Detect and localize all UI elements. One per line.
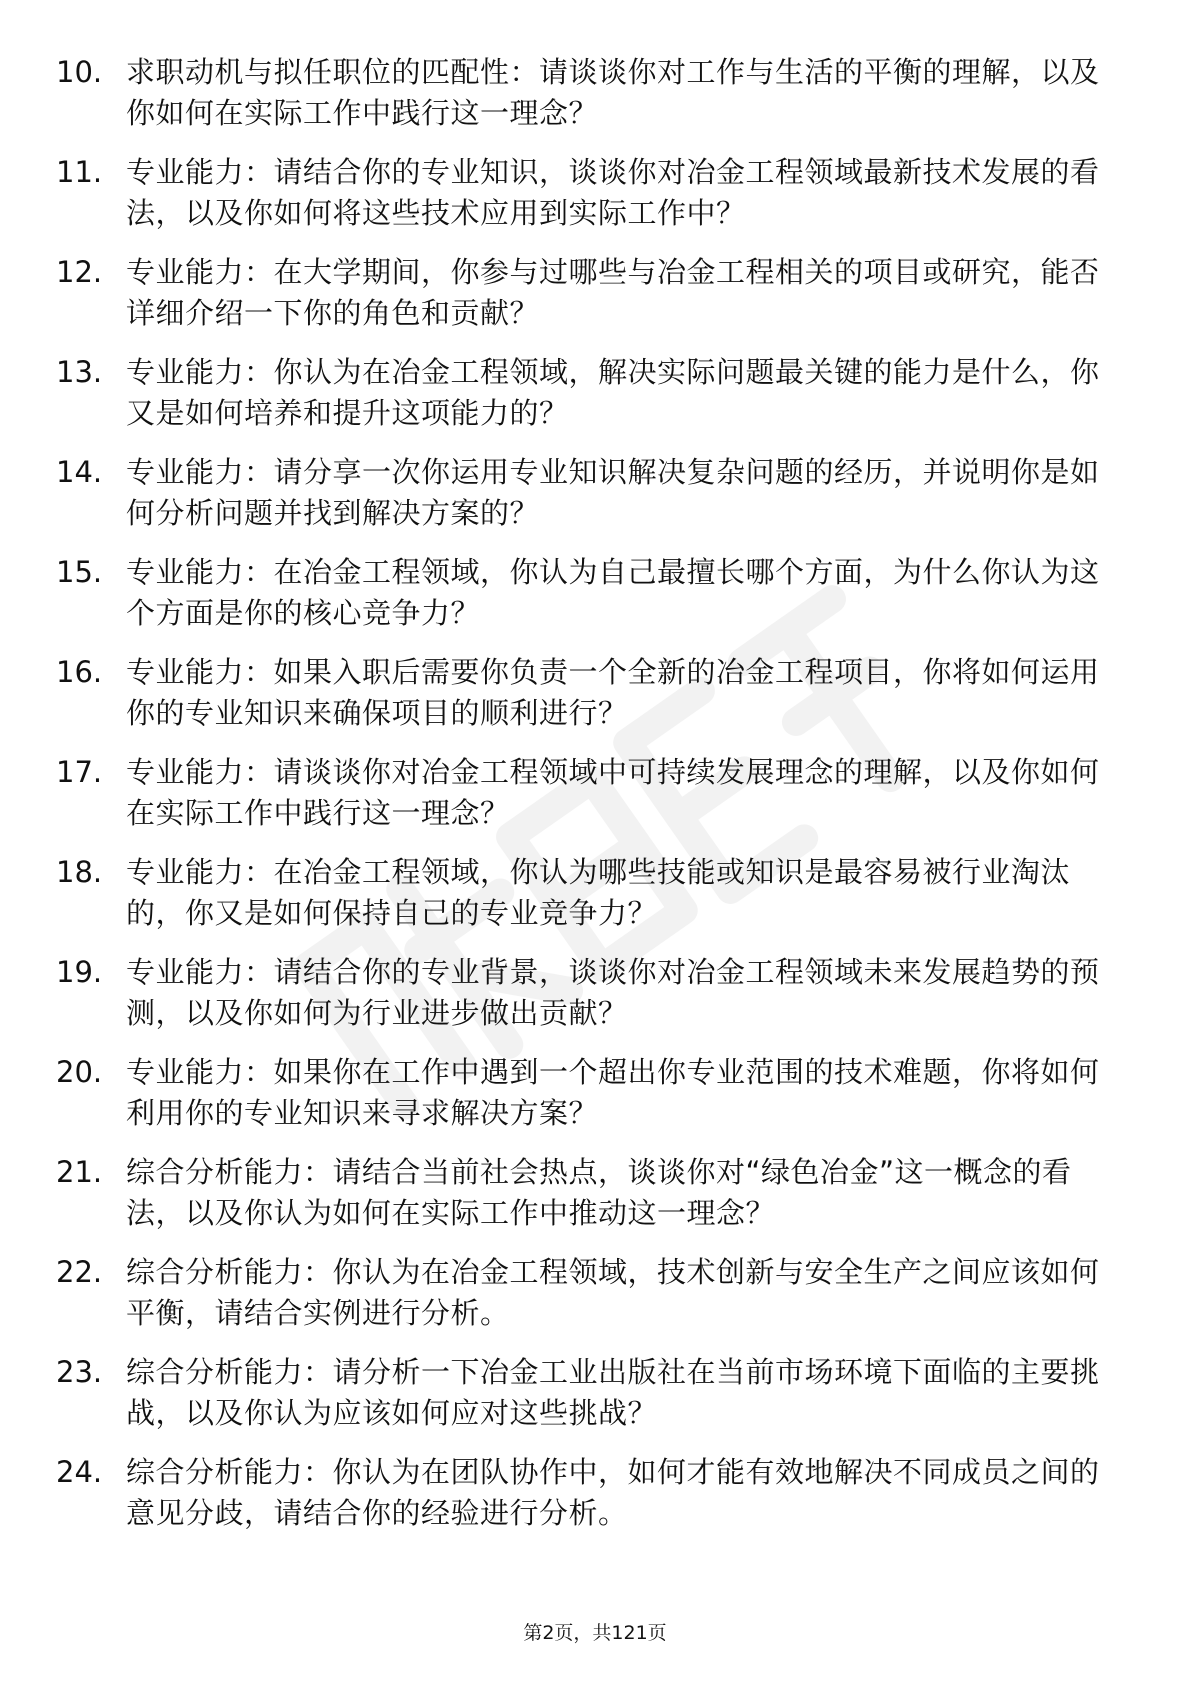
- question-item: [0, 1452, 1190, 1552]
- question-text: 专业能力：如果你在工作中遇到一个超出你专业范围的技术难题，你将如何利用你的专业知识来寻求解决方案？: [126, 1055, 1100, 1130]
- question-text: 专业能力：请结合你的专业背景，谈谈你对冶金工程领域未来发展趋势的预测，以及你如何为行业进步做出贡献？: [126, 955, 1100, 1030]
- question-item: [0, 152, 1190, 252]
- question-item: [0, 52, 1190, 152]
- question-number: 21.: [56, 1155, 103, 1189]
- question-text: 综合分析能力：你认为在团队协作中，如何才能有效地解决不同成员之间的意见分歧，请结合你的经验进行分析。: [126, 1455, 1100, 1530]
- question-item: [0, 452, 1190, 552]
- question-number: 23.: [56, 1355, 103, 1389]
- question-number: 18.: [56, 855, 103, 889]
- question-item: [0, 1152, 1190, 1252]
- question-number: 14.: [56, 455, 103, 489]
- question-number: 11.: [56, 155, 103, 189]
- question-number: 19.: [56, 955, 103, 989]
- question-text: 专业能力：在大学期间，你参与过哪些与冶金工程相关的项目或研究，能否详细介绍一下你的角色和贡献？: [126, 255, 1100, 330]
- question-number: 15.: [56, 555, 103, 589]
- question-number: 22.: [56, 1255, 103, 1289]
- question-text: 专业能力：请谈谈你对冶金工程领域中可持续发展理念的理解，以及你如何在实际工作中践行这一理念？: [126, 755, 1100, 830]
- question-list: [0, 52, 1190, 1552]
- question-item: [0, 552, 1190, 652]
- question-item: [0, 1052, 1190, 1152]
- question-number: 20.: [56, 1055, 103, 1089]
- question-text: 求职动机与拟任职位的匹配性：请谈谈你对工作与生活的平衡的理解，以及你如何在实际工作中践行这一理念？: [126, 55, 1100, 130]
- question-number: 12.: [56, 255, 103, 289]
- question-number: 17.: [56, 755, 103, 789]
- question-text: 综合分析能力：请分析一下冶金工业出版社在当前市场环境下面临的主要挑战，以及你认为应该如何应对这些挑战？: [126, 1355, 1100, 1430]
- question-text: 专业能力：请分享一次你运用专业知识解决复杂问题的经历，并说明你是如何分析问题并找到解决方案的？: [126, 455, 1100, 530]
- question-text: 专业能力：你认为在冶金工程领域，解决实际问题最关键的能力是什么，你又是如何培养和提升这项能力的？: [126, 355, 1100, 430]
- question-item: [0, 852, 1190, 952]
- question-number: 16.: [56, 655, 103, 689]
- question-text: 专业能力：如果入职后需要你负责一个全新的冶金工程项目，你将如何运用你的专业知识来确保项目的顺利进行？: [126, 655, 1100, 730]
- page-footer: 第2页，共121页: [523, 1622, 667, 1644]
- question-item: [0, 352, 1190, 452]
- question-item: [0, 1352, 1190, 1452]
- question-number: 24.: [56, 1455, 103, 1489]
- question-number: 10.: [56, 55, 103, 89]
- question-text: 专业能力：在冶金工程领域，你认为自己最擅长哪个方面，为什么你认为这个方面是你的核心竞争力？: [126, 555, 1100, 630]
- question-item: [0, 652, 1190, 752]
- question-item: [0, 1252, 1190, 1352]
- question-text: 综合分析能力：你认为在冶金工程领域，技术创新与安全生产之间应该如何平衡，请结合实例进行分析。: [126, 1255, 1100, 1330]
- question-text: 专业能力：请结合你的专业知识，谈谈你对冶金工程领域最新技术发展的看法，以及你如何将这些技术应用到实际工作中？: [126, 155, 1100, 230]
- question-item: [0, 752, 1190, 852]
- question-text: 专业能力：在冶金工程领域，你认为哪些技能或知识是最容易被行业淘汰的，你又是如何保持自己的专业竞争力？: [126, 855, 1071, 930]
- question-item: [0, 252, 1190, 352]
- question-item: [0, 952, 1190, 1052]
- question-text: 综合分析能力：请结合当前社会热点，谈谈你对“绿色冶金”这一概念的看法，以及你认为如何在实际工作中推动这一理念？: [126, 1155, 1072, 1230]
- question-number: 13.: [56, 355, 103, 389]
